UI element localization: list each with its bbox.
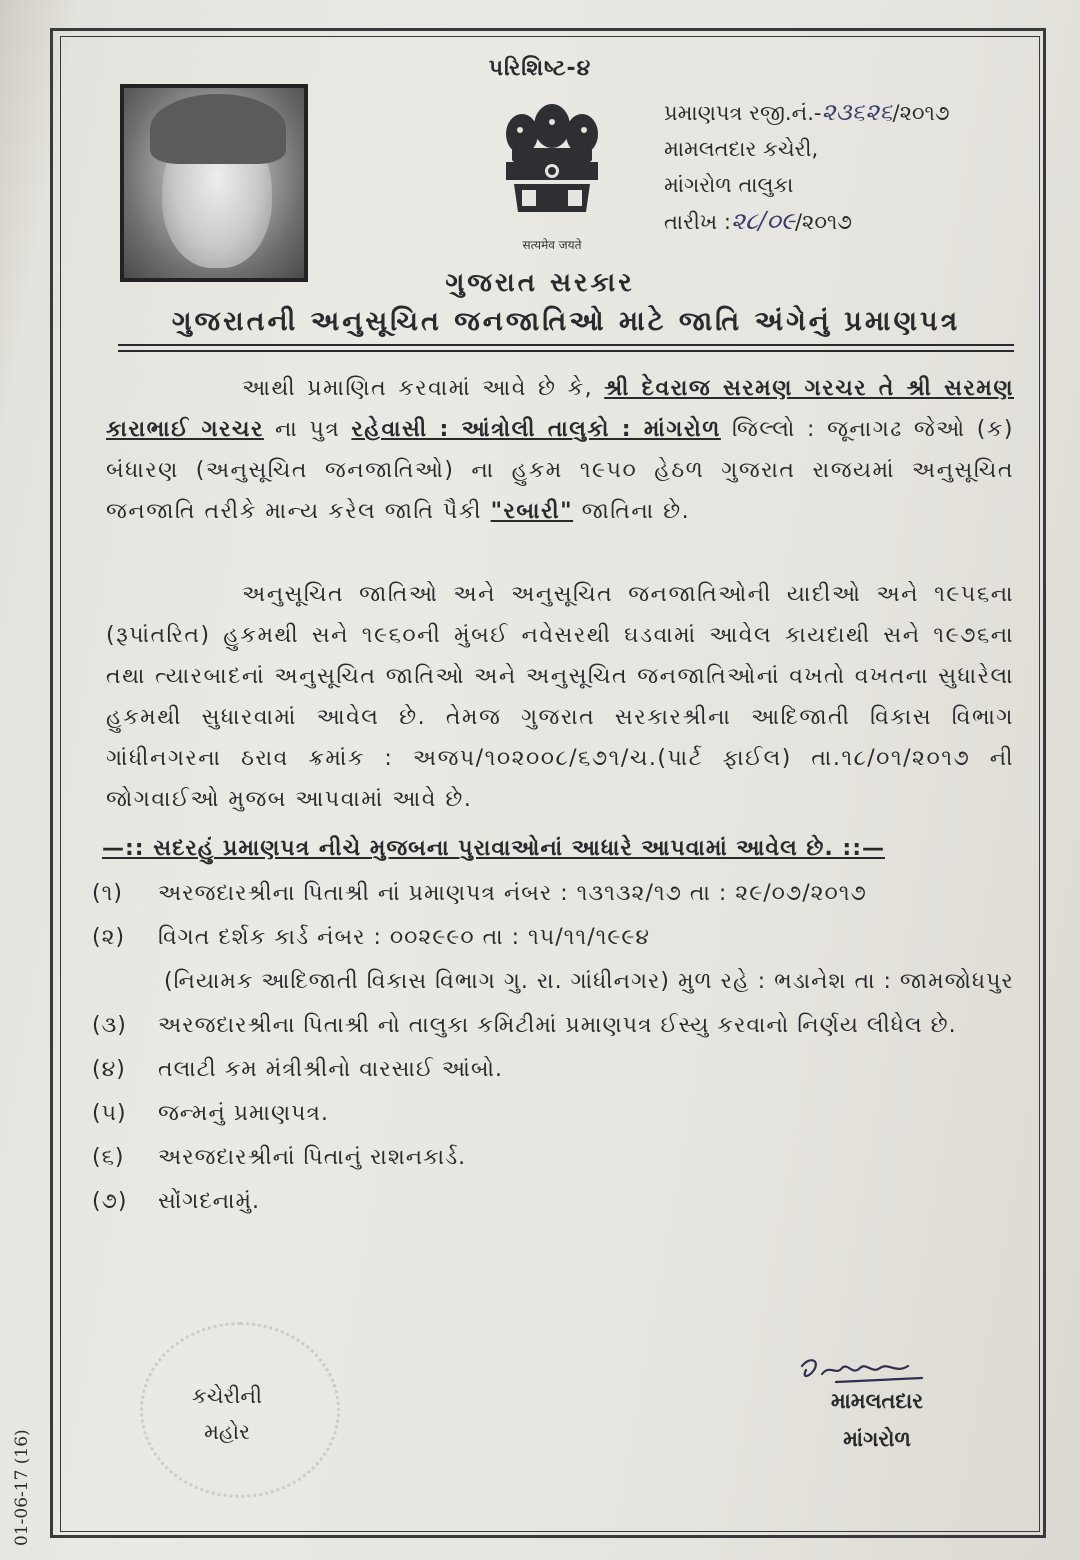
- item-text: વિગત દર્શક કાર્ડ નંબર : ૦૦૨૯૯૦ તા : ૧૫/૧૧/૧૯૯૪: [158, 925, 651, 950]
- list-item: [92, 1180, 1022, 1224]
- government-title: ગુજરાત સરકાર: [445, 268, 635, 298]
- evidence-list: [92, 872, 1022, 1224]
- applicant-residence: રહેવાસી : આંત્રોલી તાલુકો : માંગરોળ: [351, 417, 721, 442]
- item-number: (૪): [92, 1057, 126, 1082]
- certificate-meta: [664, 94, 949, 240]
- date-year: /૨૦૧૭: [794, 210, 852, 234]
- evidence-heading: —:: સદરહું પ્રમાણપત્ર નીચે મુજબના પુરાવાઓનાં આધારે આપવામાં આવેલ છે. ::—: [102, 836, 885, 861]
- item-number: (૭): [92, 1189, 128, 1214]
- title-rule: [118, 350, 1014, 352]
- seal-line-2: મહોર: [204, 1420, 250, 1444]
- item-number: (૫): [92, 1101, 127, 1126]
- item-text: જન્મનું પ્રમાણપત્ર.: [158, 1101, 329, 1126]
- margin-note: 01-06-17 (16): [12, 1429, 32, 1546]
- item-text: અરજદારશ્રીના પિતાશ્રી નાં પ્રમાણપત્ર નંબર : ૧૩૧૩૨/૧૭ તા : ૨૯/૦૭/૨૦૧૭: [158, 881, 867, 906]
- issue-date: [664, 203, 949, 240]
- caste-name: "રબારી": [490, 499, 574, 524]
- state-emblem-icon: [500, 104, 604, 250]
- item-text: અરજદારશ્રીના પિતાશ્રી નો તાલુકા કમિટીમાં પ્રમાણપત્ર ઈસ્યુ કરવાનો નિર્ણય લીધેલ છે.: [158, 1013, 957, 1038]
- certificate-title: ગુજરાતની અનુસૂચિત જનજાતિઓ માટે જાતિ અંગેનું પ્રમાણપત્ર: [171, 306, 961, 337]
- registration-label: પ્રમાણપત્ર રજી.નં.-: [664, 101, 822, 125]
- officer-title: મામલતદાર: [830, 1389, 924, 1413]
- seal-line-1: કચેરીની: [191, 1384, 263, 1408]
- item-number: (૬): [92, 1145, 125, 1170]
- legal-basis-paragraph: અનુસૂચિત જાતિઓ અને અનુસૂચિત જનજાતિઓની યાદીઓ અને ૧૯૫૬ના (રૂપાંતરિત) હુકમથી સને ૧૯૬૦ની મુંબઈ નવેસરથી ઘડવામાં આવેલ કાયદાથી સને ૧૯૭૬ના તથા ત્યારબાદનાં અનુસૂચિત જાતિઓ અને અનુસૂચિત જનજાતિઓનાં વખતો વખતના સુધારેલા હુકમથી સુધારવામાં આવેલ છે. તેમજ ગુજરાત સરકારશ્રીના આદિજાતી વિકાસ વિભાગ ગાંધીનગરના ઠરાવ ક્રમાંક : અજપ/૧૦૨૦૦૮/૬૭૧/ચ.(પાર્ટ ફાઈલ) તા.૧૮/૦૧/૨૦૧૭ ની જોગવાઈઓ મુજબ આપવામાં આવે છે.: [106, 582, 1014, 812]
- date-value: ૨૮/૦૯: [730, 207, 795, 235]
- list-item: [92, 1136, 1022, 1180]
- para1-mid: ના પુત્ર: [263, 417, 352, 442]
- certification-paragraph: [106, 368, 1014, 532]
- para1-district: જિલ્લો : જૂનાગઢ જેઓ (ક) બંધારણ (અનુસૂચિત જનજાતિઓ) ના હુકમ ૧૯૫૦ હેઠળ ગુજરાત રાજયમાં અનુસૂચિત જનજાતિ તરીકે માન્ય કરેલ જાતિ પૈકી: [106, 417, 1014, 524]
- office-seal-label: [182, 1378, 272, 1450]
- item-number: (૩): [92, 1013, 127, 1038]
- item-number: (૧): [92, 881, 123, 906]
- item-text: તલાટી કમ મંત્રીશ્રીનો વારસાઈ આંબો.: [158, 1057, 504, 1082]
- list-item: [92, 1048, 1022, 1092]
- item-text: સોંગદનામું.: [158, 1189, 260, 1214]
- item-text: (નિયામક આદિજાતી વિકાસ વિભાગ ગુ. રા. ગાંધીનગર) મુળ રહે : ભડાનેશ તા : જામજોધપુર: [164, 969, 1014, 994]
- emblem-motto: सत्यमेव जयते: [522, 238, 582, 252]
- applicant-photo: [120, 84, 308, 282]
- list-item: [92, 1092, 1022, 1136]
- taluka-name: માંગરોળ તાલુકા: [664, 173, 794, 197]
- para1-end: જાતિના છે.: [573, 499, 691, 524]
- para1-intro: આથી પ્રમાણિત કરવામાં આવે છે કે,: [242, 376, 605, 401]
- item-text: અરજદારશ્રીનાં પિતાનું રાશનકાર્ડ.: [158, 1145, 467, 1170]
- list-item: [92, 1004, 1022, 1048]
- list-item: [92, 872, 1022, 916]
- officer-block: [812, 1382, 942, 1458]
- item-number: (૨): [92, 925, 126, 950]
- list-item: [92, 960, 1022, 1004]
- registration-year: /૨૦૧૭: [892, 101, 950, 125]
- applicant-name: શ્રી દેવરાજ સરમણ ગરચર તે શ્રી સરમણ કારાભાઈ ગરચર: [106, 376, 1014, 442]
- appendix-label: પરિશિષ્ટ-૪: [488, 56, 592, 81]
- date-label: તારીખ :: [664, 210, 731, 234]
- title-rule: [118, 344, 1014, 346]
- officer-place: માંગરોળ: [843, 1427, 911, 1451]
- photo-hair: [150, 94, 286, 164]
- registration-number: [664, 94, 949, 131]
- list-item: [92, 916, 1022, 960]
- office-name: મામલતદાર કચેરી,: [664, 137, 819, 161]
- registration-value: ૨૩૬૨૬: [821, 98, 893, 126]
